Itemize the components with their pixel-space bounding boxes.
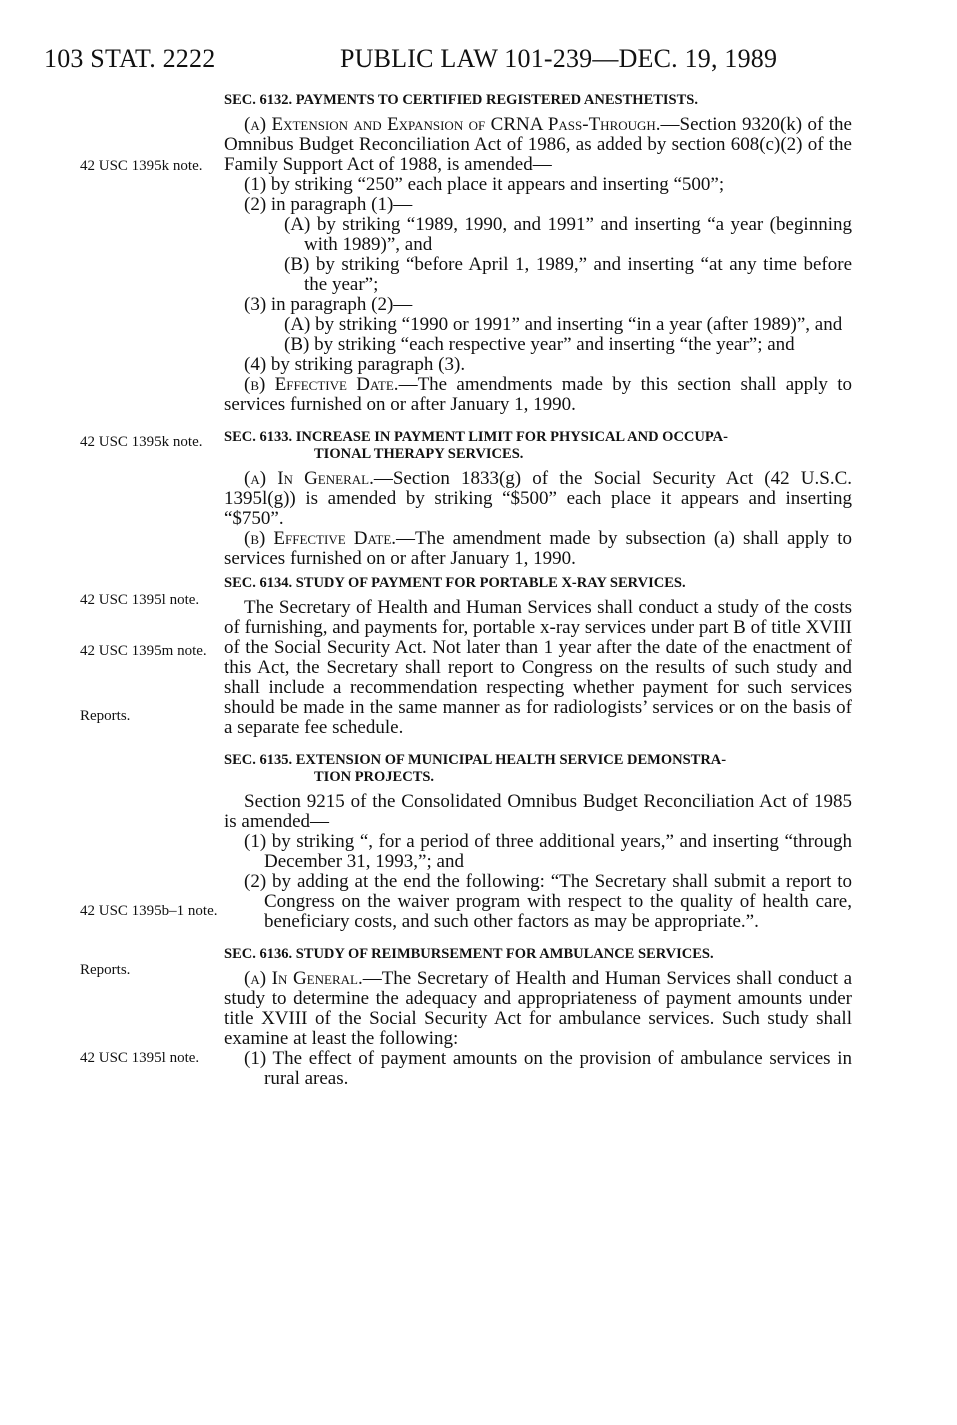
section-6132-subsection-a — [224, 115, 852, 175]
margin-note-1: 42 USC 1395k note. — [80, 158, 203, 174]
paragraph-1: (1) by striking “250” each place it appears and inserting “500”; — [244, 174, 725, 195]
section-6135-paragraph-1: (1) by striking “, for a period of three additional years,” and inserting “through December 31, 1993,”; and — [244, 831, 852, 872]
margin-note-2: 42 USC 1395k note. — [80, 434, 203, 450]
subsection-a-heading: (a) In General. — [244, 968, 363, 989]
section-6132-subsection-b — [224, 375, 852, 415]
section-6133-heading-line-1: SEC. 6133. INCREASE IN PAYMENT LIMIT FOR PHYSICAL AND OCCUPA- — [224, 429, 728, 445]
section-6135-heading-line-1: SEC. 6135. EXTENSION OF MUNICIPAL HEALTH SERVICE DEMONSTRA- — [224, 752, 727, 768]
margin-note-8: 42 USC 1395l note. — [80, 1050, 200, 1066]
section-6133-heading-line-2: TIONAL THERAPY SERVICES. — [314, 446, 524, 462]
section-6134-text: The Secretary of Health and Human Services shall conduct a study of the costs of furnishing, and payments for, portable x-ray services under part B of title XVIII of the Social Security Act. Not later than 1 year after the date of the enactment of this Act, the Secretary shall report to Congress on the results of such study and shall include a recommendation respecting whether payment for such services should be made in the same manner as for radiologists’ services or on the basis of a separate fee schedule. — [224, 597, 852, 738]
running-head-page-number: 103 STAT. 2222 — [44, 44, 216, 73]
margin-note-4: 42 USC 1395m note. — [80, 643, 207, 659]
section-6135-heading-line-2: TION PROJECTS. — [314, 769, 435, 785]
section-6134-heading: SEC. 6134. STUDY OF PAYMENT FOR PORTABLE X-RAY SERVICES. — [224, 575, 686, 591]
margin-note-5: Reports. — [80, 708, 131, 724]
section-6133-heading — [224, 429, 852, 463]
paragraph-2: (2) in paragraph (1)— — [244, 194, 413, 215]
paragraph-4: (4) by striking paragraph (3). — [244, 354, 466, 375]
margin-note-6: 42 USC 1395b–1 note. — [80, 903, 218, 919]
paragraph-3: (3) in paragraph (2)— — [244, 294, 413, 315]
subsection-b-text: —The amendment made by subsection (a) shall apply to services furnished on or after January 1, 1990. — [224, 528, 853, 569]
running-head-title: PUBLIC LAW 101-239—DEC. 19, 1989 — [340, 44, 778, 73]
subsection-b-heading: (b) Effective Date. — [244, 528, 397, 549]
subsection-b-text: —The amendments made by this section shall apply to services furnished on or after January 1, 1990. — [224, 374, 853, 415]
subparagraph-3b: (B) by striking “each respective year” and inserting “the year”; and — [284, 334, 795, 355]
section-6133-subsection-a — [224, 469, 852, 529]
subsection-a-heading: (a) In General. — [244, 468, 374, 489]
subparagraph-2b: (B) by striking “before April 1, 1989,” and inserting “at any time before the year”; — [284, 254, 852, 295]
section-6135-text: Section 9215 of the Consolidated Omnibus Budget Reconciliation Act of 1985 is amended— — [224, 791, 852, 832]
margin-note-7: Reports. — [80, 962, 131, 978]
subparagraph-2a: (A) by striking “1989, 1990, and 1991” and inserting “a year (beginning with 1989)”, and — [284, 214, 852, 255]
section-6135-paragraph-2: (2) by adding at the end the following: “The Secretary shall submit a report to Congress on the waiver program with respect to the quality of health care, beneficiary costs, and such other factors as may be appropriate.”. — [244, 871, 852, 932]
section-6136-heading: SEC. 6136. STUDY OF REIMBURSEMENT FOR AMBULANCE SERVICES. — [224, 946, 714, 962]
subsection-a-heading: (a) Extension and Expansion of CRNA Pass-Through. — [244, 114, 661, 135]
subparagraph-3a: (A) by striking “1990 or 1991” and inserting “in a year (after 1989)”, and — [284, 314, 843, 335]
subsection-a-text: —Section 1833(g) of the Social Security Act (42 U.S.C. 1395l(g)) is amended by striking “$500” each place it appears and inserting “$750”. — [224, 468, 853, 529]
subsection-a-text: —Section 9320(k) of the Omnibus Budget Reconciliation Act of 1986, as added by section 608(c)(2) of the Family Support Act of 1988, is amended— — [224, 114, 852, 175]
section-6135-heading — [224, 752, 852, 786]
margin-note-3: 42 USC 1395l note. — [80, 592, 200, 608]
section-6136-paragraph-1: (1) The effect of payment amounts on the provision of ambulance services in rural areas. — [244, 1048, 852, 1089]
section-6133-subsection-b — [224, 529, 852, 569]
section-6136-subsection-a — [224, 969, 852, 1049]
subsection-b-heading: (b) Effective Date. — [244, 374, 399, 395]
body-text — [224, 92, 852, 1089]
subsection-a-text: —The Secretary of Health and Human Services shall conduct a study to determine the adequacy and appropriateness of payment amounts under title XVIII of the Social Security Act for ambulance services. Such study shall examine at least the following: — [224, 968, 852, 1049]
section-6132-heading: SEC. 6132. PAYMENTS TO CERTIFIED REGISTERED ANESTHETISTS. — [224, 92, 698, 108]
